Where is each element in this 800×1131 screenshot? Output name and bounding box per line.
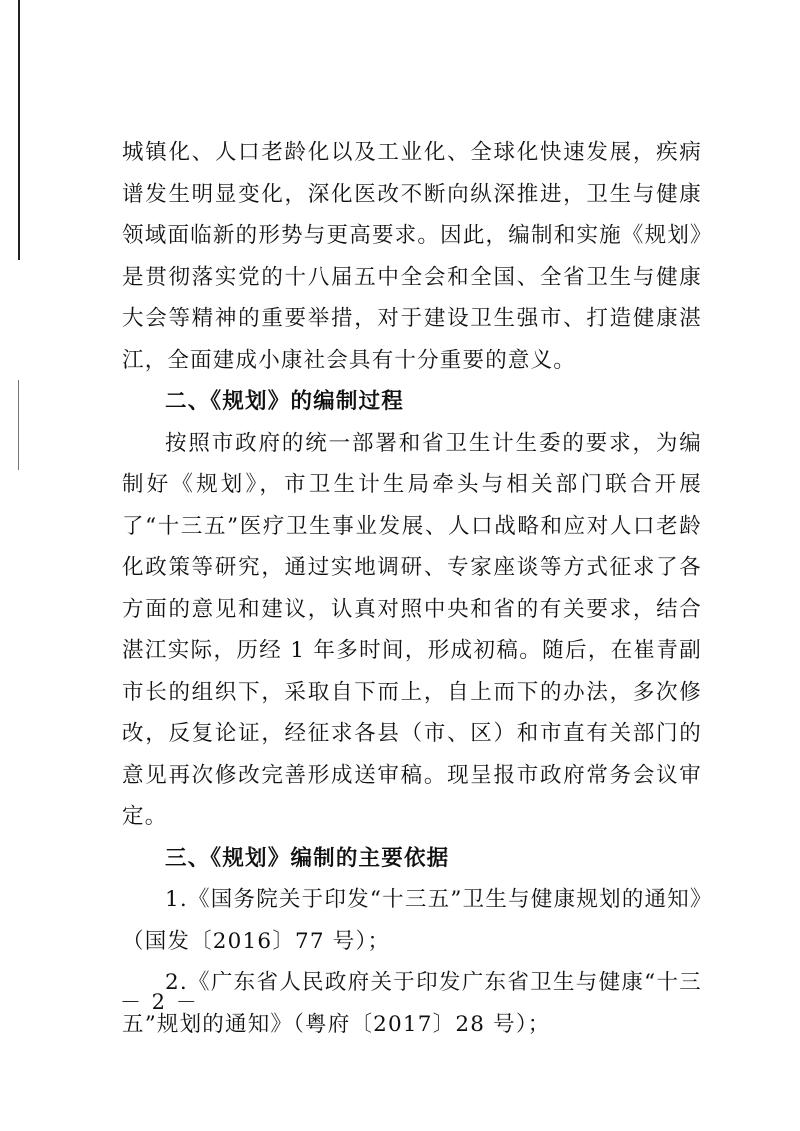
paragraph-basis-item-1: 1.《国务院关于印发“十三五”卫生与健康规划的通知》（国发〔2016〕77 号）； — [122, 887, 702, 954]
section-heading-main-basis: 三、《规划》编制的主要依据 — [165, 845, 450, 871]
page-number: － 2 － — [120, 990, 199, 1014]
paragraph-significance: 城镇化、人口老龄化以及工业化、全球化快速发展，疾病谱发生明显变化，深化医改不断向纵深推进，卫生与健康领域面临新的形势与更高要求。因此，编制和实施《规划》是贯彻落实党的十八届五中全会和全国、全省卫生与健康大会等精神的重要举措，对于建设卫生强市、打造健康湛江，全面建成小康社会具有十分重要的意义。 — [122, 140, 702, 373]
section-heading-compilation-process: 二、《规划》的编制过程 — [165, 389, 404, 414]
binding-line-lower — [18, 380, 19, 470]
paragraph-compilation-process: 按照市政府的统一部署和省卫生计生委的要求，为编制好《规划》，市卫生计生局牵头与相关部门联合开展了“十三五”医疗卫生事业发展、人口战略和应对人口老龄化政策等研究，通过实地调研、专家座谈等方式征求了各方面的意见和建议，认真对照中央和省的有关要求，结合湛江实际，历经 1 年多时间，形成初稿。随后，在崔青副市长的组织下，采取自下而上，自上而下的办法，多次修改，反复论证，经征求各县（市、区）和市直有关部门的意见再次修改完善形成送审稿。现呈报市政府常务会议审定。 — [122, 430, 702, 829]
paragraph-basis-item-2: 2.《广东省人民政府关于印发广东省卫生与健康“十三五”规划的通知》（粤府〔2017〕28 号）； — [122, 970, 702, 1037]
document-body — [122, 132, 702, 1045]
binding-line — [18, 0, 20, 260]
